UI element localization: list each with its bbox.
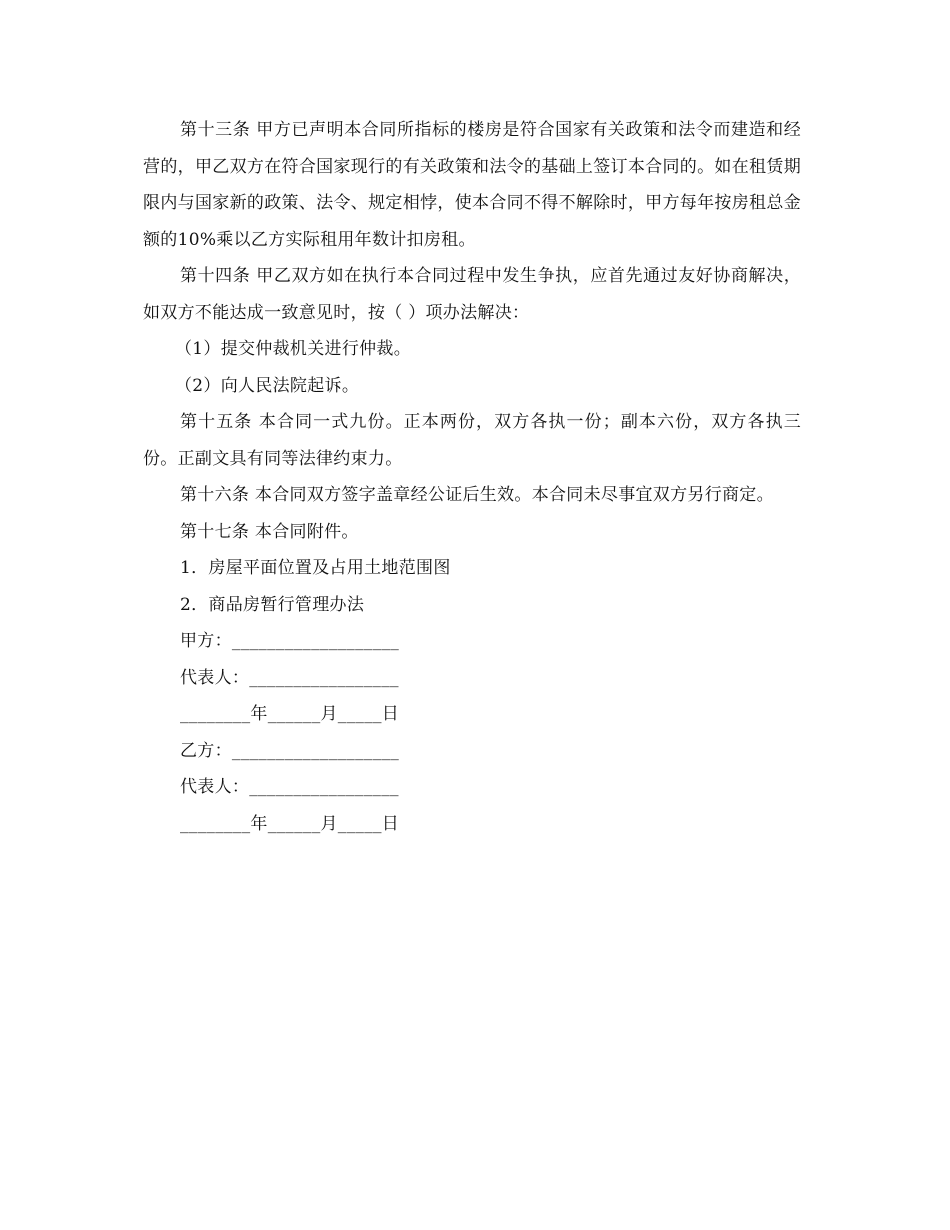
article-14: 第十四条 甲乙双方如在执行本合同过程中发生争执，应首先通过友好协商解决，如双方不能达成一致意见时，按（ ）项办法解决： [143, 266, 801, 323]
attachment-1: 1．房屋平面位置及占用土地范围图 [180, 558, 451, 578]
article-17: 第十七条 本合同附件。 [180, 521, 359, 542]
party-a-signature-line: 甲方：___________________ [180, 631, 400, 651]
article-13: 第十三条 甲方已声明本合同所指标的楼房是符合国家有关政策和法令而建造和经营的，甲乙双方在符合国家现行的有关政策和法令的基础上签订本合同的。如在租赁期限内与国家新的政策、法令、规定相悖，使本合同不得不解除时，甲方每年按房租总金额的10%乘以乙方实际租用年数计扣房租。 [143, 120, 801, 250]
party-b-signature-line: 乙方：___________________ [180, 740, 400, 761]
party-a-representative-line: 代表人：_________________ [180, 667, 399, 688]
document-body [143, 112, 801, 842]
attachment-2: 2．商品房暂行管理办法 [180, 594, 365, 615]
party-b-date-line: ________年______月_____日 [180, 813, 400, 834]
option-2: （2）向人民法院起诉。 [175, 375, 360, 396]
party-a-date-line: ________年______月_____日 [180, 704, 400, 724]
party-b-representative-line: 代表人：_________________ [180, 777, 399, 797]
article-15: 第十五条 本合同一式九份。正本两份，双方各执一份；副本六份，双方各执三份。正副文具有同等法律约束力。 [143, 412, 801, 469]
article-16: 第十六条 本合同双方签字盖章经公证后生效。本合同未尽事宜双方另行商定。 [180, 485, 774, 505]
option-1: （1）提交仲裁机关进行仲裁。 [175, 339, 412, 359]
